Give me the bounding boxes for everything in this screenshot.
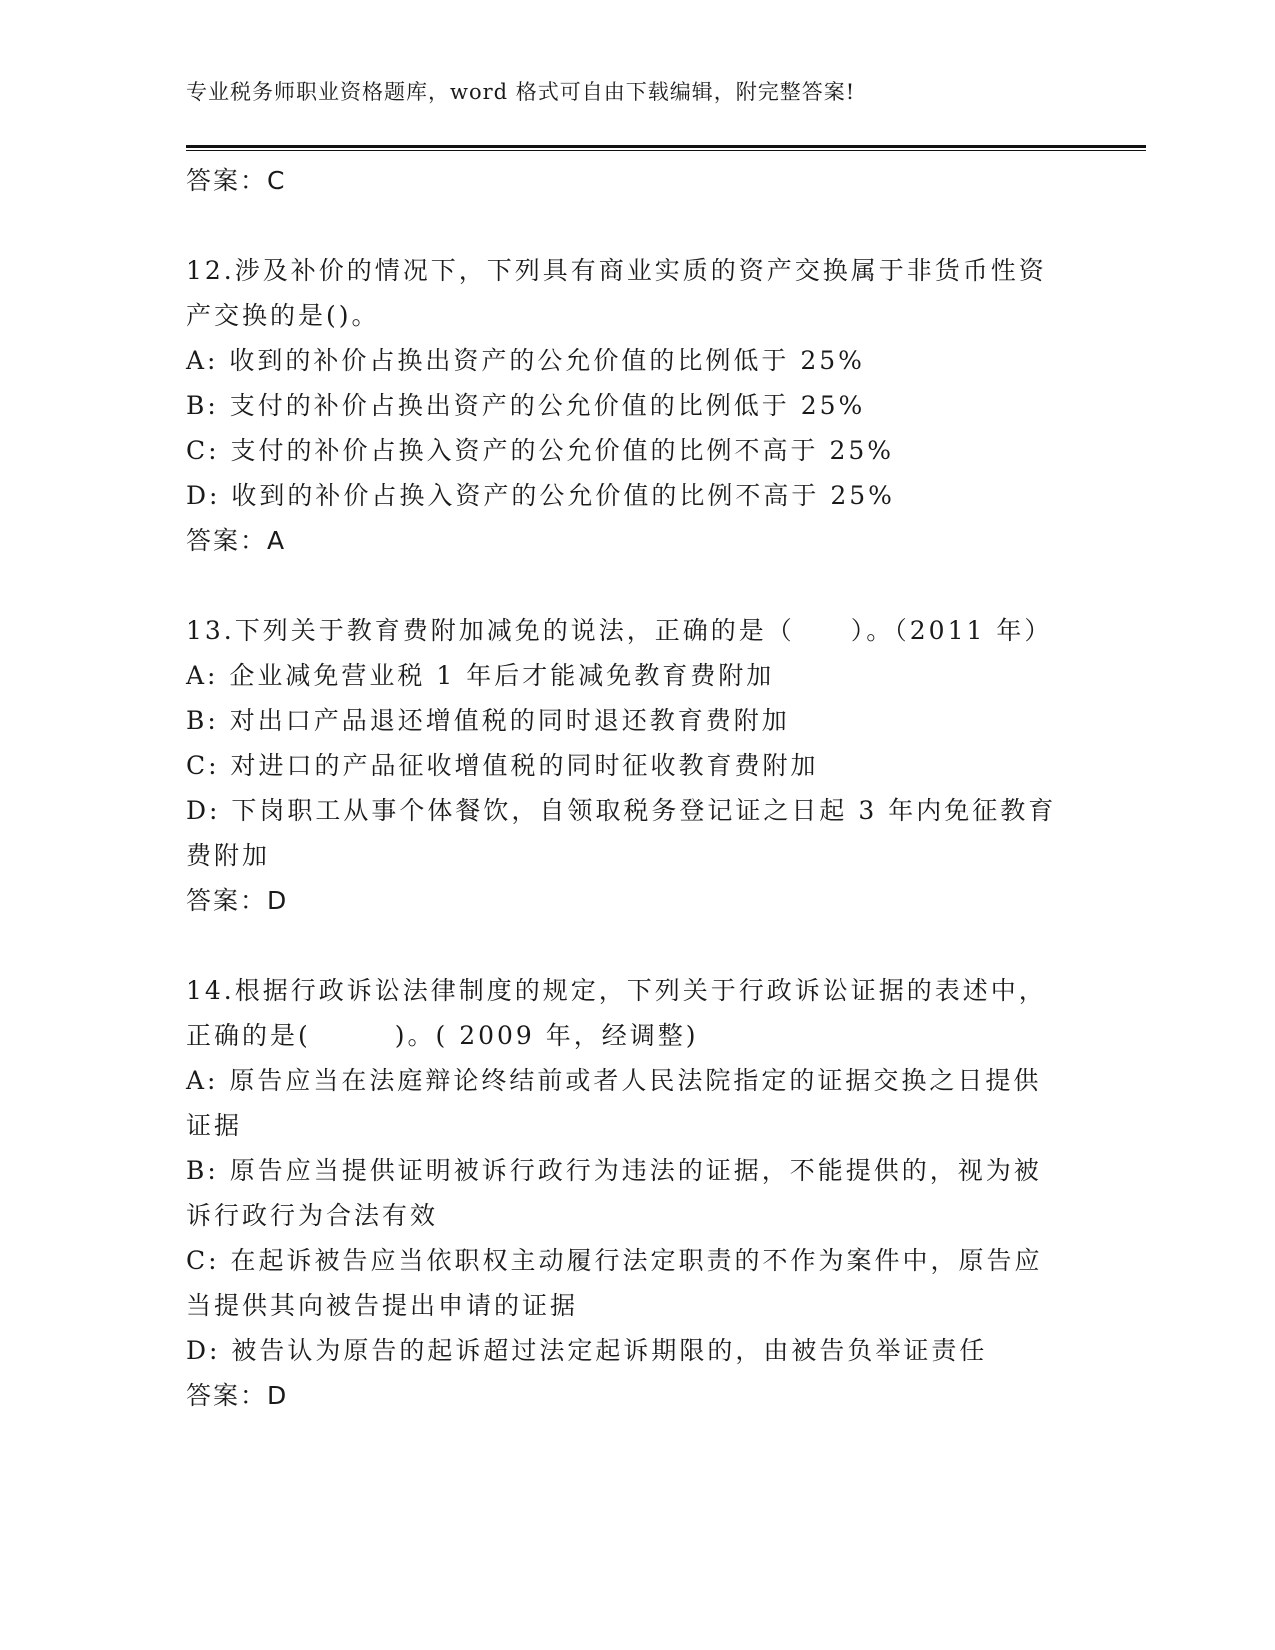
option-a: A: 企业减免营业税 1 年后才能减免教育费附加 xyxy=(186,661,775,690)
option-b: B: 支付的补价占换出资产的公允价值的比例低于 25% xyxy=(186,391,866,420)
answer: 答案：D xyxy=(186,1381,289,1410)
question-stem: 产交换的是()。 xyxy=(186,301,380,330)
option-d: D: 被告认为原告的起诉超过法定起诉期限的，由被告负举证责任 xyxy=(186,1336,988,1365)
option-d: D: 下岗职工从事个体餐饮，自领取税务登记证之日起 3 年内免征教育 xyxy=(186,796,1057,825)
question-14 xyxy=(186,968,1066,1418)
option-d-continued: 费附加 xyxy=(186,841,271,870)
option-c: C: 对进口的产品征收增值税的同时征收教育费附加 xyxy=(186,751,819,780)
question-stem: 12.涉及补价的情况下，下列具有商业实质的资产交换属于非货币性资 xyxy=(186,256,1047,285)
answer: 答案：A xyxy=(186,526,287,555)
spacer xyxy=(186,203,1066,248)
question-stem: 13.下列关于教育费附加减免的说法，正确的是（ ）。（2011 年） xyxy=(186,616,1053,645)
answer: 答案：D xyxy=(186,886,289,915)
question-stem: 正确的是( )。( 2009 年，经调整) xyxy=(186,1021,699,1050)
option-b-continued: 诉行政行为合法有效 xyxy=(186,1201,439,1230)
question-content xyxy=(186,158,1066,1418)
option-a-continued: 证据 xyxy=(186,1111,243,1140)
option-c-continued: 当提供其向被告提出申请的证据 xyxy=(186,1291,579,1320)
spacer xyxy=(186,563,1066,608)
header-rule xyxy=(186,145,1146,151)
option-c: C: 在起诉被告应当依职权主动履行法定职责的不作为案件中，原告应 xyxy=(186,1246,1043,1275)
option-a: A: 原告应当在法庭辩论终结前或者人民法院指定的证据交换之日提供 xyxy=(186,1066,1042,1095)
option-c: C: 支付的补价占换入资产的公允价值的比例不高于 25% xyxy=(186,436,895,465)
option-a: A: 收到的补价占换出资产的公允价值的比例低于 25% xyxy=(186,346,865,375)
question-12 xyxy=(186,248,1066,563)
spacer xyxy=(186,923,1066,968)
question-stem: 14.根据行政诉讼法律制度的规定，下列关于行政诉讼证据的表述中， xyxy=(186,976,1047,1005)
option-b: B: 对出口产品退还增值税的同时退还教育费附加 xyxy=(186,706,790,735)
option-b: B: 原告应当提供证明被诉行政行为违法的证据，不能提供的，视为被 xyxy=(186,1156,1042,1185)
page-header: 专业税务师职业资格题库，word 格式可自由下载编辑，附完整答案! xyxy=(186,80,856,104)
option-d: D: 收到的补价占换入资产的公允价值的比例不高于 25% xyxy=(186,481,895,510)
question-13 xyxy=(186,608,1066,923)
previous-answer: 答案：C xyxy=(186,166,287,195)
